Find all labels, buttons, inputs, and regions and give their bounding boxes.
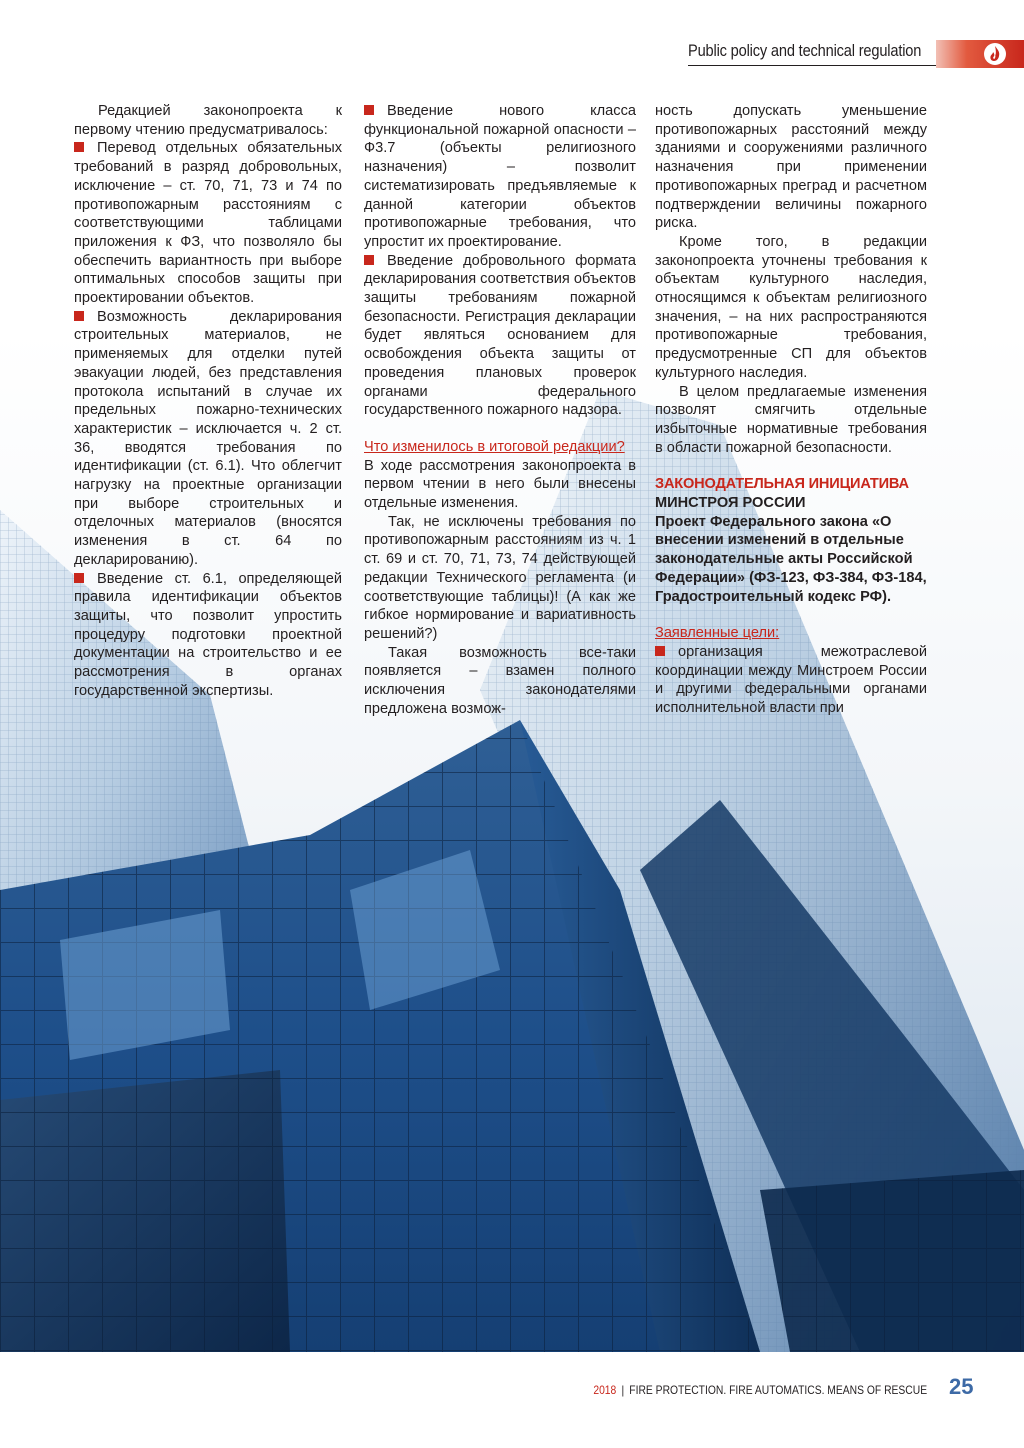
bullet-icon [655, 646, 665, 656]
list-item: Введение нового класса функциональной пожарной опасности – Ф3.7 (объекты религиозного назначения) – позволит систематизировать предъявляемые к данной категории объектов противопожарные требования, что упростит их проектирование. [364, 103, 636, 250]
bullet-icon [74, 573, 84, 583]
list-item: Введение добровольного формата декларирования соответствия объектов защиты требованиям пожарной безопасности. Регистрация декларации будет являться основанием для освобождения объекта защиты от проведения плановых проверок органами федерального государственного пожарного надзора. [364, 252, 636, 419]
journal-name: FIRE PROTECTION. FIRE AUTOMATICS. MEANS OF RESCUE [629, 1383, 927, 1397]
section-heading: ЗАКОНОДАТЕЛЬНАЯ ИНИЦИАТИВА [655, 476, 909, 493]
bullet-icon [364, 255, 374, 265]
header-rule [688, 65, 936, 66]
list-item: Возможность декларирования строительных материалов, не применяемых для отделки путей эвакуации людей, без представления протокола испытаний в случае их предельных пожарно-технических характеристик – исключается ч. 2 ст. 36, вводятся требования по идентификации (ст. 6.1). Что облегчит нагрузку на проектные организации при выборе строительных и отделочных материалов (вносятся изменения в ст. 64 по декларированию). [74, 308, 342, 568]
bullet-icon [364, 105, 374, 115]
subheading-goals: Заявленные цели: [655, 625, 780, 642]
header-tab [936, 40, 1024, 68]
text-column-1 [74, 102, 342, 701]
footer-line [593, 1383, 927, 1397]
paragraph: Такая возможность все-таки появляется – взамен полного исключения законодателями предложена возмож- [364, 644, 636, 717]
list-item: Введение ст. 6.1, определяющей правила идентификации объектов защиты, что позволит упростить процедуру подготовки проектной документации на строительство и ее рассмотрения в органах государственной экспертизы. [74, 570, 342, 699]
paragraph: Кроме того, в редакции законопроекта уточнены требования к объектам культурного наследия, относящимся к объектам религиозного значения, – на них распространяются противопожарные требования, предусмотренные СП для объектов культурного наследия. [655, 233, 927, 381]
paragraph: Так, не исключены требования по противопожарным расстояниям из ч. 1 ст. 69 и ст. 70, 71, 73, 74 действующей редакции Технического регламента (и соответствующие таблицы)! (А как же гибкое нормирование и вариативность решений?) [364, 513, 636, 642]
bullet-icon [74, 311, 84, 321]
page-number: 25 [949, 1374, 974, 1399]
paragraph: ность допускать уменьшение противопожарных расстояний между зданиями и сооружениями различного назначения при применении противопожарных преград и расчетном подтверждении величины пожарного риска. [655, 103, 927, 232]
text-column-3 [655, 102, 927, 718]
intro-paragraph: Редакцией законопроекта к первому чтению предусматривалось: [74, 103, 342, 138]
footer-year: 2018 [593, 1383, 617, 1397]
subheading-changes: Что изменилось в итоговой редакции? [364, 438, 625, 455]
footer-separator: | [621, 1383, 625, 1397]
bullet-icon [74, 142, 84, 152]
list-item: Перевод отдельных обязательных требований в разряд добровольных, исключение – ст. 70, 71, 73 и 74 по противопожарным расстояниям с соответствующими таблицами приложения к ФЗ, что позволяло бы обеспечить вариантность при выборе оптимальных способов защиты при проектировании объектов. [74, 140, 342, 307]
flame-icon [984, 43, 1006, 65]
page-footer [0, 1352, 1024, 1448]
section-title: Public policy and technical regulation [688, 41, 922, 60]
section-heading-sub: МИНСТРОЯ РОССИИ [655, 495, 806, 512]
bill-title: Проект Федерального закона «О внесении изменений в отдельные законодательные акты Российской Федерации» (ФЗ-123, ФЗ-384, ФЗ-184, Градостроительный кодекс РФ). [655, 513, 927, 605]
paragraph: В ходе рассмотрения законопроекта в первом чтении в него были внесены отдельные изменения. [364, 457, 636, 512]
paragraph: В целом предлагаемые изменения позволят смягчить отдельные избыточные нормативные требования в области пожарной безопасности. [655, 383, 927, 456]
list-item: организация межотраслевой координации между Минстроем России и другими федеральными органами исполнительной власти при [655, 643, 927, 717]
text-column-2 [364, 102, 636, 719]
